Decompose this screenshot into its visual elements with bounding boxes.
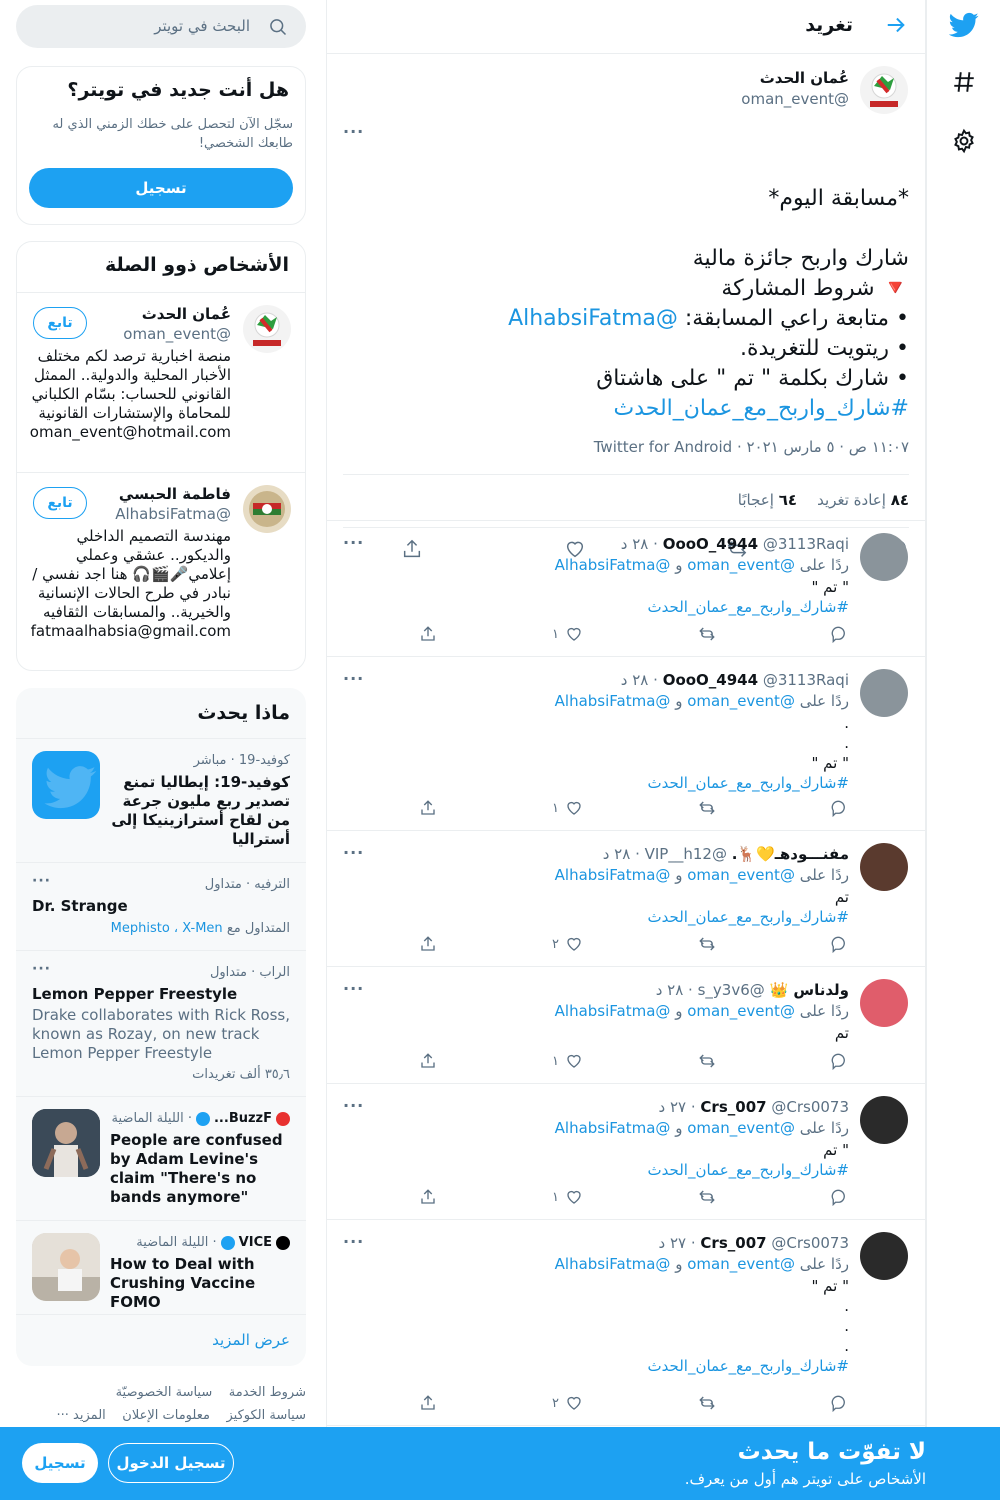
share-icon[interactable] bbox=[419, 799, 437, 817]
trend-related bbox=[111, 921, 290, 936]
explore-hashtag-icon[interactable] bbox=[941, 59, 987, 105]
reply-meta: @3113Raqi · ٢٨ د bbox=[620, 535, 849, 553]
source-name: VICE bbox=[238, 1235, 272, 1250]
replying-to bbox=[555, 1255, 849, 1273]
show-more-link[interactable]: عرض المزيد bbox=[212, 1331, 290, 1349]
reply-text: تم bbox=[834, 1024, 849, 1042]
reply-header bbox=[621, 671, 849, 689]
avatar[interactable] bbox=[860, 979, 908, 1027]
tweet-line: 🔻 شروط المشاركة bbox=[721, 276, 909, 301]
replying-to-and: و bbox=[675, 692, 683, 710]
replying-to-label: ردًا على bbox=[799, 866, 849, 884]
reply-tweet[interactable] bbox=[327, 1220, 925, 1426]
trend-title: Dr. Strange bbox=[32, 897, 128, 915]
search-icon bbox=[268, 17, 288, 41]
replying-to-and: و bbox=[675, 1255, 683, 1273]
trend-item[interactable] bbox=[16, 738, 306, 862]
trend-meta: الترفيه · متداول bbox=[204, 877, 290, 892]
like-heart-icon[interactable] bbox=[552, 935, 583, 953]
replying-to-label: ردًا على bbox=[799, 1119, 849, 1137]
trend-title: كوفيد-19: إيطاليا تمنع تصدير ربع مليون جرعة من لقاح أسترازينيكا إلى أستراليا bbox=[111, 773, 290, 848]
avatar[interactable] bbox=[243, 305, 291, 353]
signup-card-title: هل أنت جديد في تويتر؟ bbox=[67, 79, 289, 101]
whats-happening-title: ماذا يحدث bbox=[197, 702, 290, 724]
more-options-icon[interactable]: ··· bbox=[343, 1232, 365, 1251]
replying-to-and: و bbox=[675, 556, 683, 574]
reply-text: " تم " bbox=[811, 1277, 849, 1295]
person-handle[interactable]: @oman_event bbox=[123, 325, 231, 343]
trend-source bbox=[112, 1111, 290, 1126]
replying-to bbox=[555, 866, 849, 884]
share-icon[interactable] bbox=[419, 1188, 437, 1206]
share-icon[interactable] bbox=[419, 1394, 437, 1412]
replying-to bbox=[555, 556, 849, 574]
mention-link[interactable]: @AlhabsiFatma bbox=[554, 866, 671, 884]
reply-text: تم bbox=[834, 888, 849, 906]
replying-to-label: ردًا على bbox=[799, 1255, 849, 1273]
trend-source bbox=[136, 1235, 290, 1250]
trend-image bbox=[32, 1233, 100, 1301]
avatar[interactable] bbox=[860, 669, 908, 717]
author-name[interactable]: عُمان الحدث bbox=[759, 69, 849, 87]
reply-meta: @Crs0073 · ٢٧ د bbox=[658, 1098, 849, 1116]
reply-meta: @VIP__h12 · ٢٨ د bbox=[602, 845, 727, 863]
mention-link[interactable]: @AlhabsiFatma bbox=[554, 1002, 671, 1020]
verified-badge-icon bbox=[221, 1236, 235, 1250]
reply-author[interactable]: OooO_4944 bbox=[662, 535, 759, 553]
reply-actions bbox=[419, 1394, 849, 1412]
tweet-line: • ريتويت للتغريدة. bbox=[739, 336, 909, 361]
hashtag-link[interactable]: #شارك_واربح_مع_عمان_الحدث bbox=[647, 1161, 849, 1179]
trend-count: ٣٥٫٦ ألف تغريدات bbox=[192, 1067, 290, 1082]
reply-meta: @s_y3v6 · ٢٨ د bbox=[655, 981, 765, 999]
tweet-line-text: • متابعة راعي المسابقة: bbox=[677, 306, 909, 331]
reply-header bbox=[621, 535, 849, 553]
reply-tweet[interactable] bbox=[327, 831, 925, 967]
avatar[interactable] bbox=[860, 66, 908, 114]
replying-to-label: ردًا على bbox=[799, 692, 849, 710]
mention-link[interactable]: @oman_event bbox=[687, 692, 795, 710]
person-name[interactable]: عُمان الحدث bbox=[141, 305, 231, 323]
reply-actions bbox=[419, 625, 849, 643]
like-heart-icon[interactable] bbox=[552, 799, 583, 817]
more-options-icon[interactable]: ··· bbox=[343, 979, 365, 998]
follow-button[interactable]: تابع bbox=[33, 307, 87, 339]
tweet-line: شارك واربح جائزة مالية bbox=[692, 246, 909, 271]
hashtag-link[interactable]: #شارك_واربح_مع_عمان_الحدث bbox=[647, 774, 849, 792]
buzzfeed-logo-icon bbox=[276, 1112, 290, 1126]
replying-to-label: ردًا على bbox=[799, 556, 849, 574]
share-icon[interactable] bbox=[419, 1052, 437, 1070]
reply-text: . bbox=[844, 1297, 849, 1315]
mention-link[interactable]: @AlhabsiFatma bbox=[554, 556, 671, 574]
footer-link[interactable]: المزيد ··· bbox=[56, 1408, 106, 1423]
reply-text: . bbox=[844, 714, 849, 732]
trend-item[interactable] bbox=[16, 862, 306, 950]
vice-logo-icon bbox=[276, 1236, 290, 1250]
trend-time: · الليلة الماضية bbox=[136, 1235, 217, 1250]
trend-related-label: المتداول مع bbox=[226, 921, 290, 936]
trend-related-links[interactable]: Mephisto ، X-Men bbox=[110, 921, 223, 936]
mention-link[interactable]: @AlhabsiFatma bbox=[554, 692, 671, 710]
banner-title: لا تفوّت ما يحدث bbox=[737, 1439, 926, 1465]
back-arrow-icon[interactable] bbox=[885, 14, 907, 40]
footer-link[interactable]: معلومات الإعلان bbox=[122, 1408, 210, 1423]
person-handle[interactable]: @AlhabsiFatma bbox=[115, 505, 231, 523]
footer-links bbox=[16, 1408, 306, 1423]
reply-header bbox=[656, 981, 849, 999]
reply-tweet[interactable] bbox=[327, 521, 925, 657]
page-title: تغريد bbox=[805, 14, 853, 36]
trend-image bbox=[32, 751, 100, 819]
trend-item[interactable] bbox=[16, 1096, 306, 1220]
like-count: ١ bbox=[552, 1053, 559, 1069]
reply-meta: @Crs0073 · ٢٧ د bbox=[658, 1234, 849, 1252]
verified-badge-icon bbox=[196, 1112, 210, 1126]
like-count: ١ bbox=[552, 800, 559, 816]
person-bio: مهندسة التصميم الداخلي والديكور.. عشقي وعملي إعلامي🎤🎬🎧 هنا اجد نفسي /نبادر في طرح الحالات الإنسانية والخيرية.. والمسابقات الثقافيه fatmaalhabsia@gmail.com bbox=[30, 527, 231, 640]
reply-tweet[interactable] bbox=[327, 657, 925, 831]
reply-tweet[interactable] bbox=[327, 1084, 925, 1220]
tweet-text bbox=[329, 184, 909, 424]
more-options-icon[interactable]: ··· bbox=[343, 669, 365, 688]
trend-title: People are confused by Adam Levine's claim "There's no bands anymore" bbox=[110, 1131, 283, 1206]
retweet-count-label: إعادة تغريد bbox=[817, 491, 886, 509]
reply-text: . bbox=[844, 1317, 849, 1335]
retweet-count[interactable] bbox=[817, 491, 909, 509]
share-icon[interactable] bbox=[419, 625, 437, 643]
retweet-count-value: ٨٤ bbox=[890, 491, 909, 509]
like-heart-icon[interactable] bbox=[552, 1052, 583, 1070]
reply-text: . bbox=[844, 1337, 849, 1355]
retweet-icon[interactable] bbox=[698, 799, 716, 817]
twitter-logo-icon[interactable] bbox=[941, 2, 987, 48]
reply-icon[interactable] bbox=[831, 799, 849, 817]
hashtag-link[interactable]: #شارك_واربح_مع_عمان_الحدث bbox=[647, 908, 849, 926]
search-input[interactable]: البحث في تويتر bbox=[154, 17, 250, 35]
reply-meta: @3113Raqi · ٢٨ د bbox=[620, 671, 849, 689]
reply-icon[interactable] bbox=[831, 1394, 849, 1412]
like-heart-icon[interactable] bbox=[552, 1188, 583, 1206]
avatar[interactable] bbox=[243, 485, 291, 533]
reply-header bbox=[659, 1234, 849, 1252]
trend-meta: كوفيد-19 · مباشر bbox=[193, 753, 290, 768]
source-name: BuzzF... bbox=[213, 1111, 272, 1126]
mention-link[interactable]: @AlhabsiFatma bbox=[554, 1255, 671, 1273]
replying-to-and: و bbox=[675, 1119, 683, 1137]
retweet-icon[interactable] bbox=[698, 1188, 716, 1206]
reply-author[interactable]: ولدناس 👑 bbox=[769, 981, 849, 999]
reply-icon[interactable] bbox=[831, 935, 849, 953]
tweet-stats bbox=[343, 474, 909, 528]
tweet-line: *مسابقة اليوم* bbox=[768, 186, 909, 211]
reply-author[interactable]: Crs_007 bbox=[700, 1234, 767, 1252]
more-options-icon[interactable]: ··· bbox=[343, 843, 365, 862]
replying-to bbox=[555, 692, 849, 710]
person-name[interactable]: فاطمة الحبسي bbox=[118, 485, 231, 503]
sidebar bbox=[0, 0, 326, 1500]
mention-link[interactable]: @oman_event bbox=[687, 556, 795, 574]
tweet-timestamp[interactable]: ١١:٠٧ ص · ٥ مارس ٢٠٢١ · Twitter for Android bbox=[593, 438, 909, 456]
like-count-value: ٦٤ bbox=[778, 491, 797, 509]
hashtag-link[interactable]: #شارك_واربح_مع_عمان_الحدث bbox=[647, 598, 849, 616]
like-heart-icon[interactable] bbox=[552, 1394, 583, 1412]
replying-to-and: و bbox=[675, 866, 683, 884]
replying-to bbox=[555, 1002, 849, 1020]
like-count[interactable] bbox=[738, 491, 797, 509]
person-card[interactable] bbox=[17, 472, 306, 671]
relevant-people-card bbox=[16, 241, 306, 671]
person-card[interactable] bbox=[17, 292, 306, 472]
person-bio: منصة اخبارية ترصد لكم مختلف الأخبار المحلية والدولية.. الممثل القانوني للحساب: بسّام الكلباني للمحاماة والإستشارات القانونية oman_event@hotmail.com bbox=[29, 347, 231, 441]
trend-time: · الليلة الماضية bbox=[111, 1111, 192, 1126]
avatar[interactable] bbox=[860, 843, 908, 891]
mention-link[interactable]: @AlhabsiFatma bbox=[508, 306, 678, 331]
more-options-icon[interactable]: ··· bbox=[343, 533, 365, 552]
banner-subtitle: الأشخاص على تويتر هم أول من يعرف. bbox=[684, 1470, 926, 1488]
focal-tweet bbox=[327, 54, 925, 521]
mention-link[interactable]: @oman_event bbox=[687, 1119, 795, 1137]
mention-link[interactable]: @oman_event bbox=[687, 1255, 795, 1273]
trend-item[interactable] bbox=[16, 950, 306, 1096]
reply-actions bbox=[419, 1188, 849, 1206]
trend-title: Lemon Pepper Freestyle bbox=[32, 985, 238, 1003]
avatar[interactable] bbox=[860, 1096, 908, 1144]
replies-list bbox=[327, 521, 925, 1426]
reply-icon[interactable] bbox=[831, 1188, 849, 1206]
footer-link[interactable]: شروط الخدمة bbox=[228, 1385, 306, 1400]
footer-link[interactable]: سياسة الخصوصيّة bbox=[115, 1385, 213, 1400]
replying-to-label: ردًا على bbox=[799, 1002, 849, 1020]
tweet-line: • شارك بكلمة " تم " على هاشتاق bbox=[596, 366, 909, 391]
mention-link[interactable]: @oman_event bbox=[687, 1002, 795, 1020]
nav-rail bbox=[926, 0, 1000, 1500]
trend-description: Drake collaborates with Rick Ross, known as Rozay, on new track Lemon Pepper Freestyle bbox=[32, 1006, 290, 1062]
reply-header bbox=[603, 845, 849, 863]
relevant-people-title: الأشخاص ذوو الصلة bbox=[105, 254, 289, 276]
reply-icon[interactable] bbox=[831, 1052, 849, 1070]
reply-actions bbox=[419, 1052, 849, 1070]
follow-button[interactable]: تابع bbox=[33, 487, 87, 519]
reply-actions bbox=[419, 935, 849, 953]
signup-button[interactable]: تسجيل bbox=[22, 1443, 98, 1483]
reply-text: . bbox=[844, 734, 849, 752]
footer-link[interactable]: سياسة الكوكيز bbox=[226, 1408, 306, 1423]
hashtag-link[interactable]: #شارك_واربح_مع_عمان_الحدث bbox=[613, 396, 909, 421]
more-options-icon[interactable]: ··· bbox=[32, 873, 51, 889]
reply-text: " تم " bbox=[811, 754, 849, 772]
page-header bbox=[327, 0, 925, 54]
share-icon[interactable] bbox=[419, 935, 437, 953]
signup-banner bbox=[0, 1427, 1000, 1500]
show-more[interactable] bbox=[16, 1314, 306, 1366]
like-count: ٢ bbox=[552, 936, 559, 952]
mention-link[interactable]: @oman_event bbox=[687, 866, 795, 884]
trend-item[interactable] bbox=[16, 1220, 306, 1314]
settings-gear-icon[interactable] bbox=[941, 118, 987, 164]
hashtag-link[interactable]: #شارك_واربح_مع_عمان_الحدث bbox=[647, 1357, 849, 1375]
retweet-icon[interactable] bbox=[698, 625, 716, 643]
login-button[interactable]: تسجيل الدخول bbox=[108, 1443, 234, 1483]
trend-title: How to Deal with Crushing Vaccine FOMO bbox=[110, 1255, 256, 1311]
like-count-label: إعجابًا bbox=[737, 491, 774, 509]
like-count: ١ bbox=[552, 626, 559, 642]
author-handle[interactable]: @oman_event bbox=[741, 90, 849, 108]
more-options-icon[interactable]: ··· bbox=[343, 1096, 365, 1115]
replying-to bbox=[555, 1119, 849, 1137]
retweet-icon[interactable] bbox=[698, 935, 716, 953]
retweet-icon[interactable] bbox=[698, 1394, 716, 1412]
like-count: ٢ bbox=[552, 1395, 559, 1411]
retweet-icon[interactable] bbox=[698, 1052, 716, 1070]
tweet-line bbox=[329, 304, 909, 334]
reply-icon[interactable] bbox=[831, 625, 849, 643]
more-options-icon[interactable]: ··· bbox=[32, 961, 51, 977]
signup-card-text: سجّل الآن لتحصل على خطك الزمني الذي له طابعك الشخصي! bbox=[52, 117, 293, 151]
trend-image bbox=[32, 1109, 100, 1177]
more-options-icon[interactable]: ··· bbox=[343, 122, 365, 141]
reply-text: " تم bbox=[823, 1141, 849, 1159]
like-heart-icon[interactable] bbox=[552, 625, 583, 643]
reply-author[interactable]: OooO_4944 bbox=[662, 671, 759, 689]
reply-header bbox=[659, 1098, 849, 1116]
avatar[interactable] bbox=[860, 533, 908, 581]
reply-author[interactable]: مفنـــودهـ💛🦌. bbox=[731, 845, 849, 863]
signup-button[interactable]: تسجيل bbox=[29, 168, 293, 208]
reply-author[interactable]: Crs_007 bbox=[700, 1098, 767, 1116]
whats-happening-card bbox=[16, 688, 306, 1366]
like-count: ١ bbox=[552, 1189, 559, 1205]
replying-to-and: و bbox=[675, 1002, 683, 1020]
signup-card bbox=[16, 66, 306, 225]
avatar[interactable] bbox=[860, 1232, 908, 1280]
trend-meta: الراب · متداول bbox=[209, 965, 290, 980]
reply-tweet[interactable] bbox=[327, 967, 925, 1084]
mention-link[interactable]: @AlhabsiFatma bbox=[554, 1119, 671, 1137]
reply-actions bbox=[419, 799, 849, 817]
reply-text: " تم " bbox=[811, 578, 849, 596]
footer-links bbox=[16, 1385, 306, 1400]
search-bar[interactable] bbox=[16, 5, 306, 48]
